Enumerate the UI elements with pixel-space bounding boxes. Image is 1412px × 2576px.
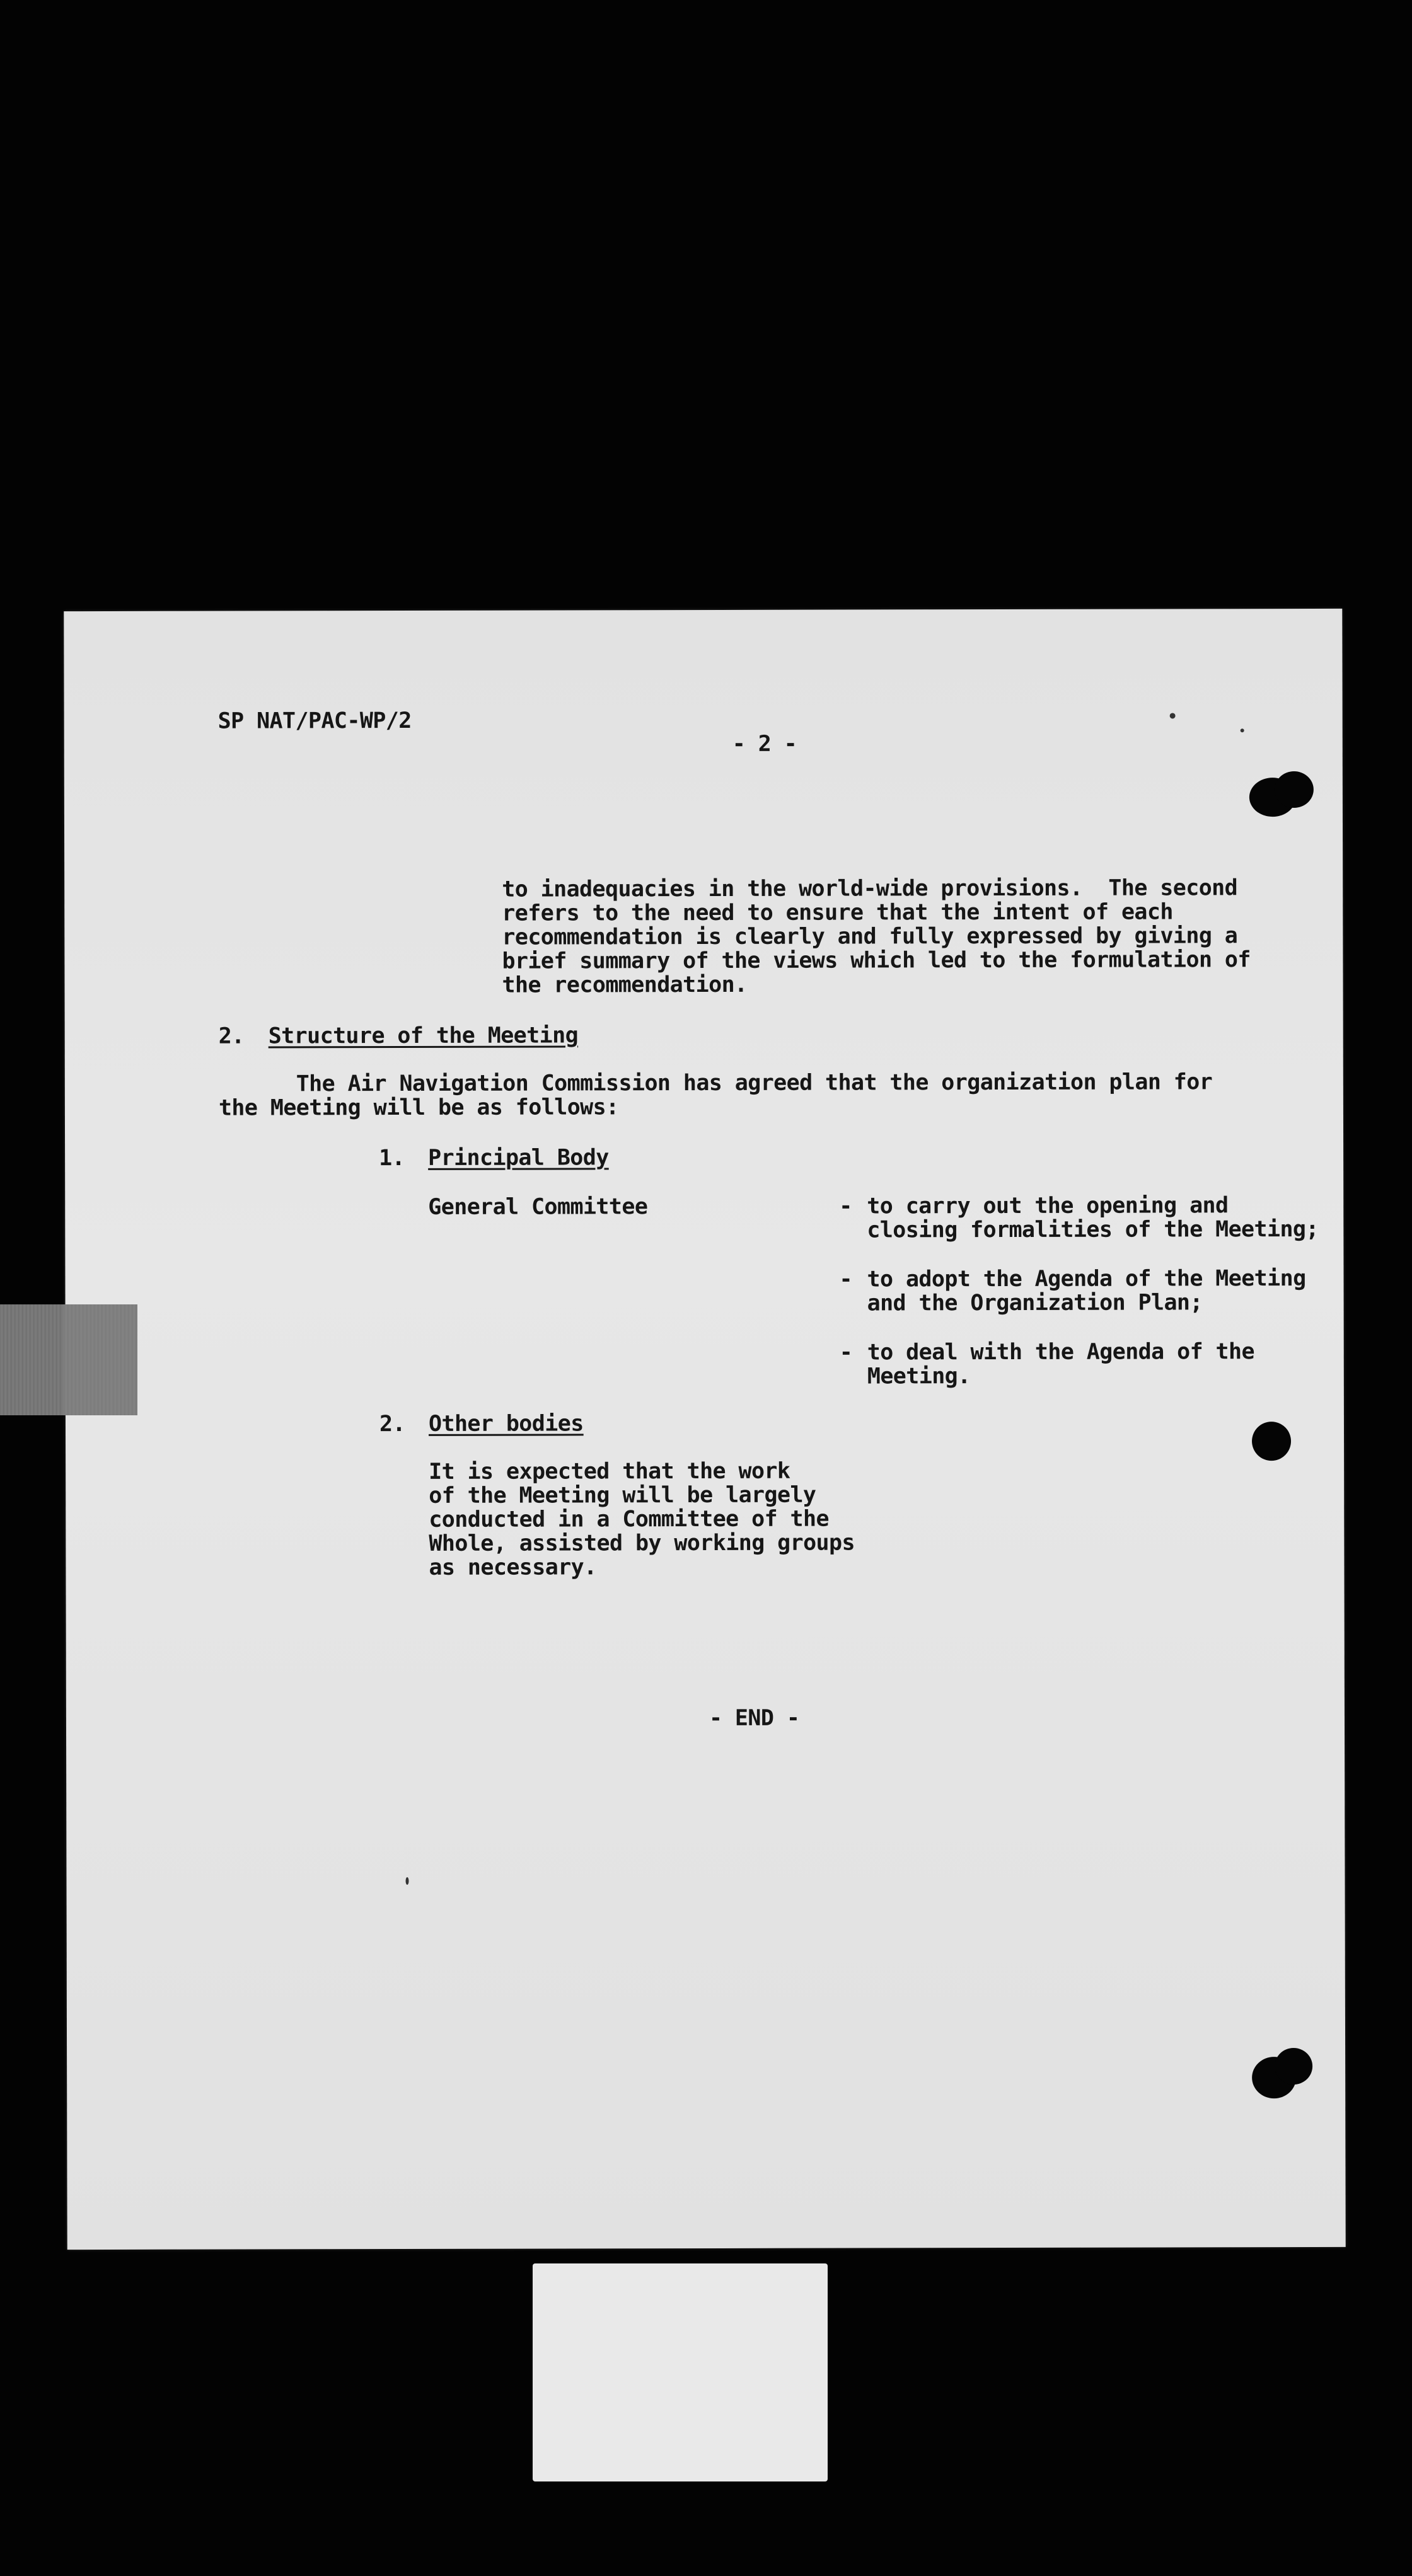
duty-dash: - bbox=[839, 1193, 852, 1219]
intro-line: recommendation is clearly and fully expressed by giving a bbox=[502, 923, 1238, 950]
film-tape bbox=[0, 1304, 137, 1415]
section-paragraph-line: The Air Navigation Commission has agreed that the organization plan for bbox=[218, 1069, 1213, 1097]
punch-hole-top-overlap bbox=[1275, 771, 1314, 808]
punch-hole-middle bbox=[1252, 1422, 1291, 1461]
dust-speck bbox=[1170, 713, 1176, 718]
duty-dash: - bbox=[839, 1267, 853, 1292]
item1-number: 1. bbox=[379, 1145, 405, 1171]
intro-line: brief summary of the views which led to the formulation of bbox=[502, 947, 1251, 974]
item2-line: of the Meeting will be largely bbox=[429, 1482, 816, 1509]
item2-number: 2. bbox=[379, 1411, 405, 1437]
page-number: - 2 - bbox=[732, 731, 797, 757]
intro-line: refers to the need to ensure that the intent of each bbox=[502, 899, 1173, 926]
duty-line: and the Organization Plan; bbox=[867, 1290, 1203, 1316]
item2-line: Whole, assisted by working groups bbox=[429, 1530, 855, 1556]
item1-heading: Principal Body bbox=[428, 1145, 609, 1171]
item2-line: It is expected that the work bbox=[429, 1458, 790, 1485]
dust-speck bbox=[405, 1877, 408, 1885]
intro-line: the recommendation. bbox=[502, 972, 748, 998]
blank-card bbox=[533, 2263, 828, 2481]
duty-line: to carry out the opening and bbox=[867, 1193, 1229, 1219]
intro-line: to inadequacies in the world-wide provisions. The second bbox=[502, 875, 1238, 902]
document-reference: SP NAT/PAC-WP/2 bbox=[217, 708, 412, 734]
document-page bbox=[64, 609, 1345, 2250]
duty-line: Meeting. bbox=[867, 1364, 971, 1389]
duty-dash: - bbox=[839, 1340, 853, 1366]
section-paragraph-line: the Meeting will be as follows: bbox=[218, 1095, 619, 1121]
item2-line: as necessary. bbox=[429, 1555, 597, 1580]
duty-line: to deal with the Agenda of the bbox=[867, 1339, 1254, 1366]
dust-speck bbox=[1241, 728, 1244, 732]
item1-label: General Committee bbox=[428, 1194, 648, 1220]
duty-line: closing formalities of the Meeting; bbox=[867, 1216, 1319, 1243]
section-number: 2. bbox=[218, 1023, 245, 1049]
item2-line: conducted in a Committee of the bbox=[429, 1506, 829, 1532]
section-heading: Structure of the Meeting bbox=[268, 1023, 579, 1049]
end-mark: - END - bbox=[709, 1705, 800, 1731]
duty-line: to adopt the Agenda of the Meeting bbox=[867, 1266, 1306, 1292]
punch-hole-bottom-overlap bbox=[1275, 2048, 1312, 2084]
item2-heading: Other bodies bbox=[428, 1411, 584, 1437]
